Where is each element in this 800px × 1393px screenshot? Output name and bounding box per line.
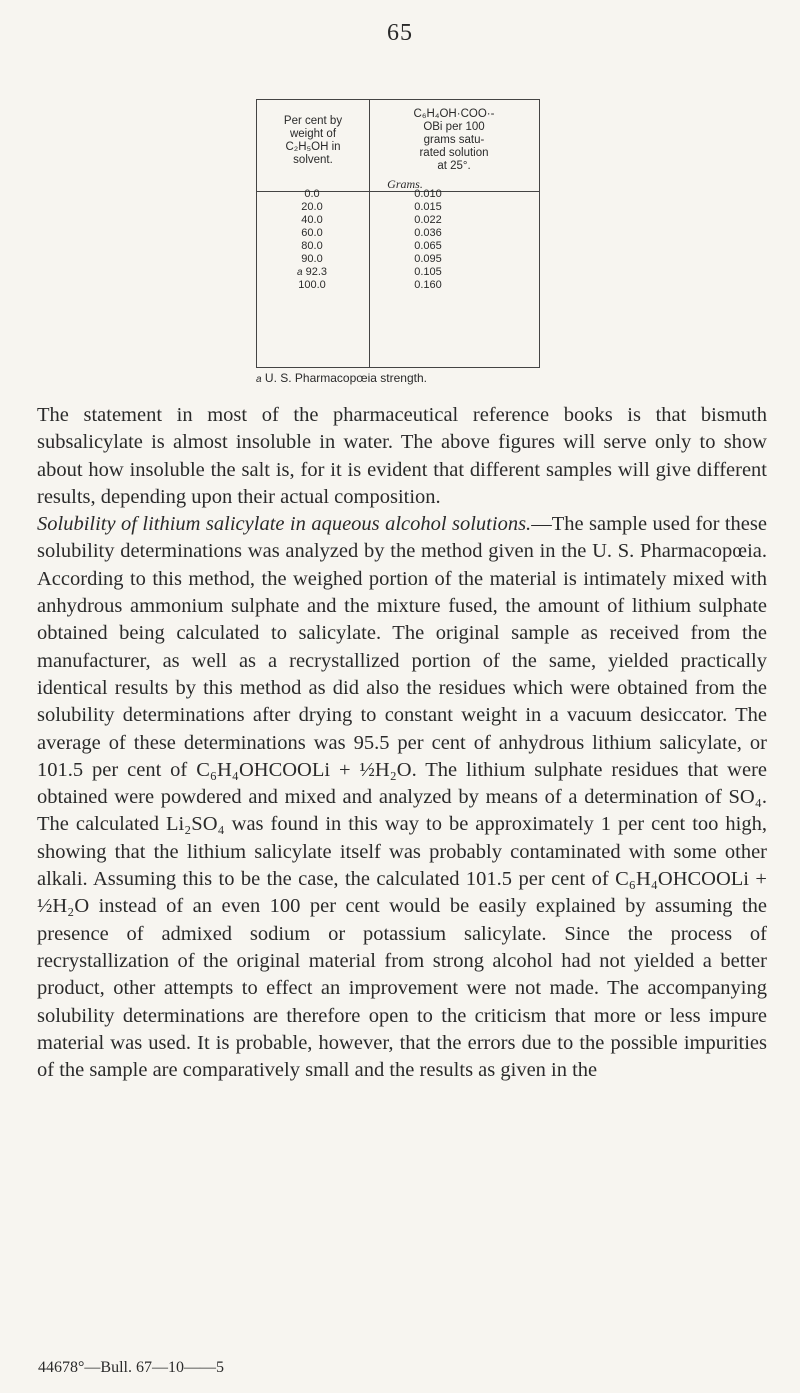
- table-cell-grams: 0.010: [414, 188, 442, 200]
- table-cell-percent: [260, 227, 364, 240]
- table-cell-grams: 0.065: [414, 240, 442, 252]
- text-run: The sample used for these solubility determinations was analyzed by the method given in the U. S. Pharmacopœia. According to this method, the weighed portion of the material is intimately mixed with anhydrous ammonium sulphate and the mixture fused, the amount of lithium sulphate obtained being calculated to salicylate. The original sample as received from the manufacturer, as well as a recrystallized portion of the same, yielded practically identical results by this method as did also the residues which were obtained from the solubility determinations after drying to constant weight in a vacuum desiccator. The average of these determinations was 95.5 per cent of anhydrous lithium salicylate, or 101.5 per cent of: [37, 513, 767, 781]
- text-run: . The calculated: [37, 786, 767, 836]
- paragraph-bismuth: The statement in most of the pharmaceutical reference books is that bismuth subsalicylate is almost insoluble in water. The above figures will serve only to show about how insoluble the salt is, for it is evident that different samples will give different results, depending upon their actual composition.: [37, 404, 767, 508]
- heading-dash: —: [531, 513, 552, 536]
- table-cell-percent: [260, 240, 364, 253]
- text-run: instead of an even 100 per cent would be easily explained by assuming the presence of admixed sodium or potassium salicylate. Since the process of recrystallization of the original material from strong alcohol had not yielded a better product, other attempts to effect an improvement were not made. The accompanying solubility determinations are therefore open to the criticism that more or less impure material was used. It is probable, however, that the errors due to the possible impurities of the sample are comparatively small and the results as given in the: [37, 895, 767, 1082]
- table-cell-percent: [260, 201, 364, 214]
- table-cell-grams: 0.015: [414, 201, 442, 213]
- table-cell-grams: 0.160: [414, 279, 442, 291]
- formula: Li₂SO₄: [165, 813, 225, 836]
- formula: C₆H₄OHCOOLi + ½H₂O: [196, 758, 412, 781]
- table-units-label: Grams.: [387, 177, 423, 191]
- cell-value: 92.3: [305, 266, 328, 278]
- header-right-line: C₆H₄OH·COO·-: [413, 108, 495, 120]
- header-right-line: grams satu-: [423, 134, 485, 146]
- table-footnote: [256, 371, 427, 385]
- text-run: . The lithium sulphate residues that were obtained were powdered and mixed and analyzed by means of a determination of: [37, 758, 767, 809]
- table-cell-percent: [260, 253, 364, 266]
- table-cell-grams: 0.095: [414, 253, 442, 265]
- footnote-mark: a: [256, 374, 262, 385]
- table-header-percent: [261, 115, 365, 167]
- header-left-line: weight of: [289, 128, 337, 140]
- section-heading: Solubility of lithium salicylate in aqueous alcohol solutions.: [37, 513, 532, 536]
- table-cell-percent: [260, 266, 364, 279]
- paragraph-lithium: [37, 511, 767, 1084]
- footnote-text: U. S. Pharmacopœia strength.: [264, 371, 427, 385]
- table-cell-grams: 0.036: [414, 227, 442, 239]
- table-right-border: [539, 100, 540, 367]
- cell-value: 90.0: [301, 253, 323, 265]
- formula: C₆H₄OHCOOLi + ½H₂O: [37, 868, 767, 918]
- cell-value: 40.0: [301, 214, 323, 226]
- text-run: was found in this way to be approximately 1 per cent too high, showing that the lithium salicylate itself was probably contaminated with some other alkali. Assuming this to be the case, the calculated 101.5 per cent of: [37, 813, 767, 891]
- header-left-line: Per cent by: [283, 115, 343, 127]
- header-right-line: at 25°.: [437, 160, 471, 172]
- table-column-percent: [260, 188, 364, 292]
- header-right-line: OBi per 100: [423, 121, 485, 133]
- cell-value: 100.0: [298, 279, 326, 291]
- header-right-line: rated solution: [419, 147, 489, 159]
- table-cell-grams: 0.022: [414, 214, 442, 226]
- header-left-line: C₂H₅OH in: [285, 141, 341, 153]
- cell-value: 0.0: [304, 188, 320, 200]
- table-cell-percent: [260, 188, 364, 201]
- table-cell-percent: [260, 279, 364, 292]
- table-header-solubility: [373, 108, 535, 173]
- page-number: 65: [387, 20, 413, 46]
- cell-value: 80.0: [301, 240, 323, 252]
- body-text: [37, 402, 767, 1084]
- table-cell-percent: [260, 214, 364, 227]
- table-column-grams: [368, 188, 488, 292]
- printer-signature: 44678°—Bull. 67—10——5: [38, 1359, 224, 1376]
- cell-value: 60.0: [301, 227, 323, 239]
- table-cell-grams: 0.105: [414, 266, 442, 278]
- header-left-line: solvent.: [293, 154, 333, 166]
- footnote-mark: a: [296, 267, 303, 278]
- cell-value: 20.0: [301, 201, 323, 213]
- formula: SO₄: [728, 786, 762, 809]
